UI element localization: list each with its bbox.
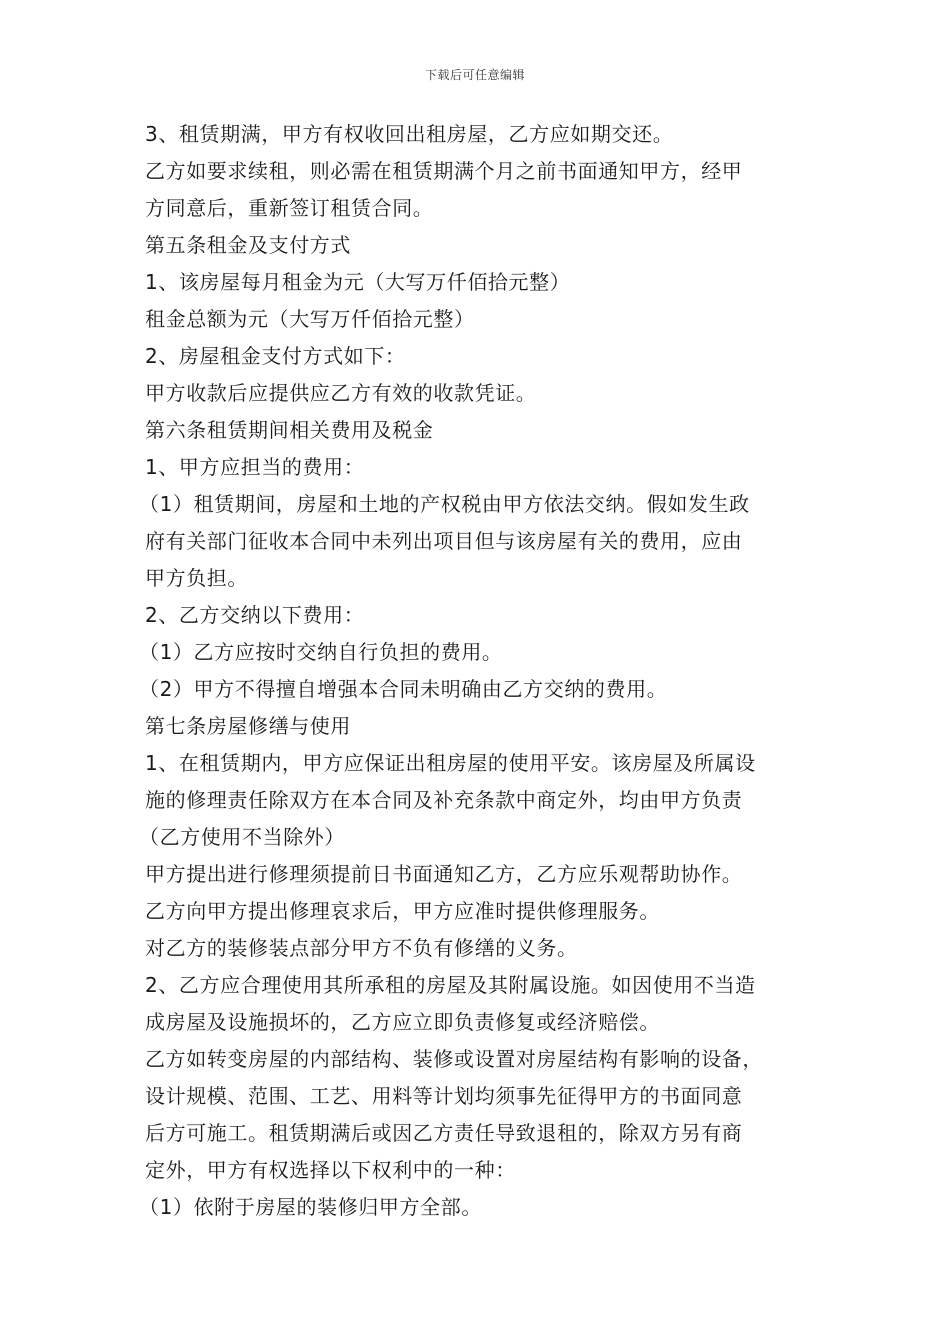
paragraph-line: 府有关部门征收本合同中未列出项目但与该房屋有关的费用，应由 bbox=[145, 529, 743, 553]
paragraph-line: 3、租赁期满，甲方有权收回出租房屋，乙方应如期交还。 bbox=[145, 122, 674, 146]
paragraph-line: 2、房屋租金支付方式如下： bbox=[145, 344, 406, 368]
paragraph-line: 定外，甲方有权选择以下权利中的一种： bbox=[145, 1158, 516, 1182]
paragraph-line: 方同意后，重新签订租赁合同。 bbox=[145, 196, 434, 220]
paragraph-line: 甲方收款后应提供应乙方有效的收款凭证。 bbox=[145, 381, 537, 405]
paragraph-line: 成房屋及设施损坏的，乙方应立即负责修复或经济赔偿。 bbox=[145, 1010, 660, 1034]
paragraph-line: 乙方如要求续租，则必需在租赁期满个月之前书面通知甲方，经甲 bbox=[145, 159, 743, 183]
paragraph-line: 1、该房屋每月租金为元（大写万仟佰拾元整） bbox=[145, 270, 571, 294]
page-header: 下载后可任意编辑 bbox=[424, 68, 525, 82]
paragraph-line: 乙方向甲方提出修理哀求后，甲方应准时提供修理服务。 bbox=[145, 899, 660, 923]
paragraph-line: （1）乙方应按时交纳自行负担的费用。 bbox=[139, 640, 503, 664]
document-body bbox=[139, 116, 810, 1226]
paragraph-line: 施的修理责任除双方在本合同及补充条款中商定外，均由甲方负责 bbox=[145, 788, 743, 812]
paragraph-line: 乙方如转变房屋的内部结构、装修或设置对房屋结构有影响的设备， bbox=[145, 1047, 763, 1071]
paragraph-line: 第六条租赁期间相关费用及税金 bbox=[145, 418, 434, 442]
paragraph-line: （乙方使用不当除外） bbox=[139, 825, 345, 849]
paragraph-line: 第七条房屋修缮与使用 bbox=[145, 714, 351, 738]
paragraph-line: 甲方负担。 bbox=[145, 566, 248, 590]
paragraph-line: （1）依附于房屋的装修归甲方全部。 bbox=[139, 1195, 482, 1219]
paragraph-line: 1、甲方应担当的费用： bbox=[145, 455, 365, 479]
paragraph-line: 2、乙方应合理使用其所承租的房屋及其附属设施。如因使用不当造 bbox=[145, 973, 756, 997]
paragraph-line: 后方可施工。租赁期满后或因乙方责任导致退租的，除双方另有商 bbox=[145, 1121, 743, 1145]
paragraph-line: 设计规模、范围、工艺、用料等计划均须事先征得甲方的书面同意 bbox=[145, 1084, 743, 1108]
paragraph-line: （1）租赁期间，房屋和土地的产权税由甲方依法交纳。假如发生政 bbox=[139, 492, 750, 516]
paragraph-line: 2、乙方交纳以下费用： bbox=[145, 603, 365, 627]
paragraph-line: 对乙方的装修装点部分甲方不负有修缮的义务。 bbox=[145, 936, 578, 960]
paragraph-line: 租金总额为元（大写万仟佰拾元整） bbox=[145, 307, 475, 331]
paragraph-line: （2）甲方不得擅自增强本合同未明确由乙方交纳的费用。 bbox=[139, 677, 668, 701]
paragraph-line: 第五条租金及支付方式 bbox=[145, 233, 351, 257]
paragraph-line: 甲方提出进行修理须提前日书面通知乙方，乙方应乐观帮助协作。 bbox=[145, 862, 743, 886]
paragraph-line: 1、在租赁期内，甲方应保证出租房屋的使用平安。该房屋及所属设 bbox=[145, 751, 756, 775]
